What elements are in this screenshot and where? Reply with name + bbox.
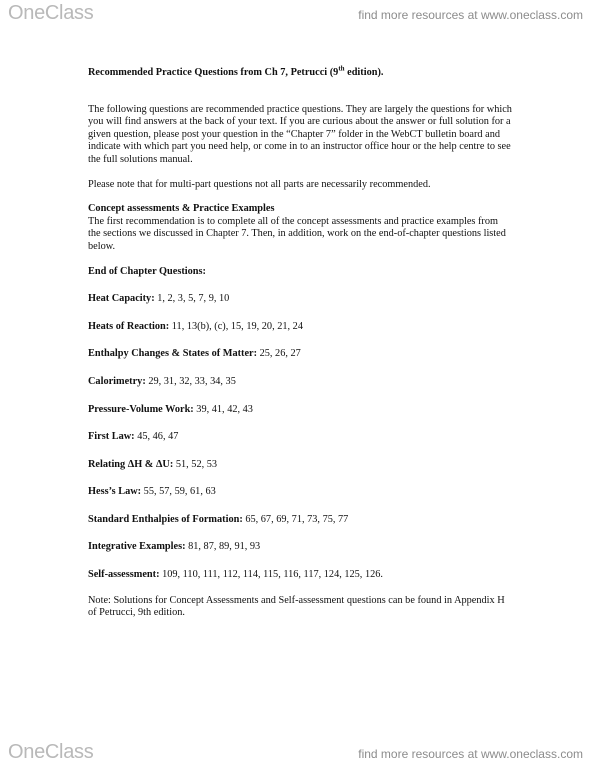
topic-questions: 1, 2, 3, 5, 7, 9, 10: [154, 293, 230, 305]
topic-questions: 55, 57, 59, 61, 63: [141, 486, 216, 498]
topic-pressure-volume-work: [88, 404, 513, 417]
topic-enthalpy-changes: [88, 348, 513, 361]
footer-resources-link[interactable]: find more resources at www.oneclass.com: [358, 747, 583, 761]
topic-self-assessment: [88, 569, 513, 582]
topic-questions: 29, 31, 32, 33, 34, 35: [145, 375, 236, 387]
topic-standard-enthalpies: [88, 514, 513, 527]
oneclass-logo-bottom[interactable]: OneClass: [8, 741, 94, 763]
title-end: edition).: [344, 67, 384, 78]
topic-label: Integrative Examples:: [88, 541, 186, 553]
topic-questions: 45, 46, 47: [134, 431, 179, 443]
topic-label: Self-assessment:: [88, 569, 160, 581]
topic-hess-law: [88, 486, 513, 499]
topic-label: First Law:: [88, 431, 135, 443]
topic-label: Enthalpy Changes & States of Matter:: [88, 348, 258, 360]
topic-first-law: [88, 431, 513, 444]
topic-heats-of-reaction: [88, 321, 513, 334]
topic-questions: 39, 41, 42, 43: [193, 403, 253, 415]
title-superscript: th: [338, 64, 345, 73]
topic-label: Relating ΔH & ΔU:: [88, 458, 174, 470]
concept-paragraph: The first recommendation is to complete all of the concept assessments and practice examples from the sections we discussed in Chapter 7. Then, in addition, work on the end-of-chapter questions listed below.: [88, 215, 506, 252]
topic-questions: 81, 87, 89, 91, 93: [185, 541, 261, 553]
oneclass-logo-top[interactable]: OneClass: [8, 2, 94, 24]
topic-label: Heat Capacity:: [88, 293, 155, 305]
end-of-chapter-heading: End of Chapter Questions:: [88, 265, 206, 277]
topic-questions: 11, 13(b), (c), 15, 19, 20, 21, 24: [169, 320, 303, 332]
solutions-note: Note: Solutions for Concept Assessments and Self-assessment questions can be found in Appendix H of Petrucci, 9th edition.: [88, 594, 505, 619]
topic-questions: 51, 52, 53: [173, 458, 218, 470]
topic-label: Heats of Reaction:: [88, 320, 170, 332]
intro-paragraph: The following questions are recommended practice questions. They are largely the questions for which you will find answers at the back of your text. If you are curious about the answer or full solution for a given question, please post your question in the “Chapter 7” folder in the WebCT bulletin board and indicate with which part you need help, or come in to an instructor office hour or the help centre to see the full solutions manual.: [88, 103, 512, 165]
topic-integrative-examples: [88, 541, 513, 554]
concept-heading: Concept assessments & Practice Examples: [88, 203, 275, 215]
topic-label: Calorimetry:: [88, 375, 146, 387]
topic-questions: 25, 26, 27: [257, 348, 301, 360]
topic-relating-dh-du: [88, 459, 513, 472]
document-title: [88, 64, 513, 80]
topic-heat-capacity: [88, 293, 513, 306]
topic-questions: 65, 67, 69, 71, 73, 75, 77: [242, 513, 349, 525]
topic-questions: 109, 110, 111, 112, 114, 115, 116, 117, 124, 125, 126.: [159, 569, 383, 581]
title-main: Recommended Practice Questions from Ch 7, Petrucci (9: [88, 67, 339, 78]
topic-calorimetry: [88, 376, 513, 389]
topic-label: Standard Enthalpies of Formation:: [88, 513, 243, 525]
topic-label: Pressure-Volume Work:: [88, 403, 194, 415]
multipart-note: Please note that for multi-part questions not all parts are necessarily recommended.: [88, 178, 431, 190]
topic-label: Hess’s Law:: [88, 486, 142, 498]
header-resources-link[interactable]: find more resources at www.oneclass.com: [358, 8, 583, 22]
document-body: [88, 64, 513, 620]
